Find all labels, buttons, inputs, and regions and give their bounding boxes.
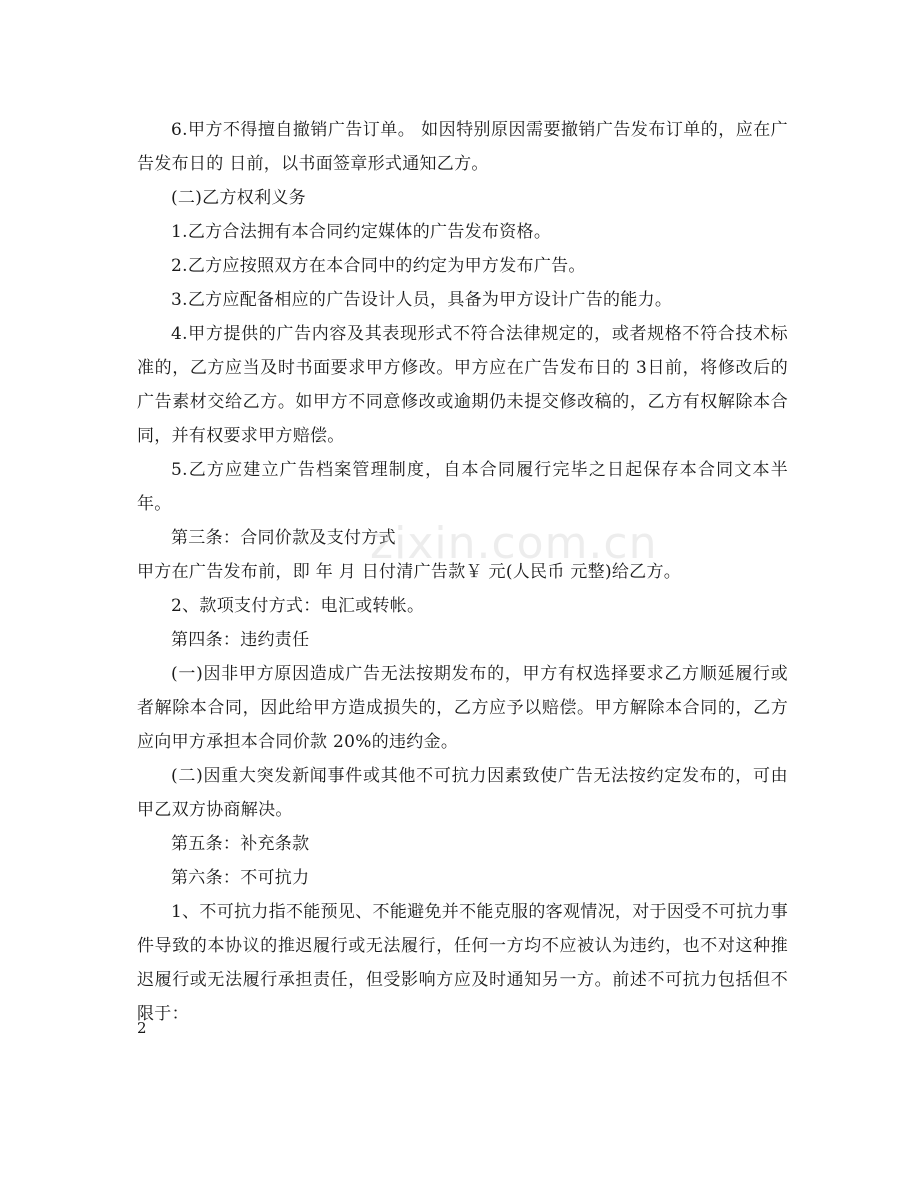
article-4-heading: 第四条：违约责任 (171, 630, 310, 650)
paragraph-6: 4.甲方提供的广告内容及其表现形式不符合法律规定的，或者规格不符合技术标准的，乙方应当及时书面要求甲方修改。甲方应在广告发布日的 3日前，将修改后的广告素材交给乙方。如甲方不同意修改或逾期仍未提交修改稿的，乙方有权解除本合同，并有权要求甲方赔偿。 (137, 324, 788, 446)
paragraph-7: 5.乙方应建立广告档案管理制度，自本合同履行完毕之日起保存本合同文本半年。 (137, 460, 788, 514)
paragraph-4: 2.乙方应按照双方在本合同中的约定为甲方发布广告。 (171, 256, 586, 276)
paragraph-1: 6.甲方不得擅自撤销广告订单。 如因特别原因需要撤销广告发布订单的，应在广告发布日的 日前，以书面签章形式通知乙方。 (137, 120, 788, 174)
paragraph-breach-2: (二)因重大突发新闻事件或其他不可抗力因素致使广告无法按约定发布的，可由甲乙双方协商解决。 (137, 766, 788, 820)
paragraph-payment-terms: 甲方在广告发布前，即 年 月 日付清广告款￥ 元(人民币 元整)给乙方。 (137, 562, 682, 582)
paragraph-payment-method: 2、款项支付方式：电汇或转帐。 (171, 596, 425, 616)
page-number: 2 (137, 1019, 147, 1037)
paragraph-breach-1: (一)因非甲方原因造成广告无法按期发布的，甲方有权选择要求乙方顺延履行或者解除本合同，因此给甲方造成损失的，乙方应予以赔偿。甲方解除本合同的，乙方应向甲方承担本合同价款 20%的违约金。 (137, 664, 788, 752)
article-3-heading: 第三条：合同价款及支付方式 (171, 528, 396, 548)
paragraph-5: 3.乙方应配备相应的广告设计人员，具备为甲方设计广告的能力。 (171, 290, 673, 310)
paragraph-force-majeure: 1、不可抗力指不能预见、不能避免并不能克服的客观情况，对于因受不可抗力事件导致的本协议的推迟履行或无法履行，任何一方均不应被认为违约，也不对这种推迟履行或无法履行承担责任，但受影响方应及时通知另一方。前述不可抗力包括但不限于： (137, 902, 788, 1024)
article-5-heading: 第五条：补充条款 (171, 834, 310, 854)
document-body (137, 113, 788, 1031)
section-heading-party-b-rights: (二)乙方权利义务 (171, 188, 306, 208)
watermark-text: zixin.com.cn (370, 518, 658, 569)
article-6-heading: 第六条：不可抗力 (171, 868, 310, 888)
paragraph-3: 1.乙方合法拥有本合同约定媒体的广告发布资格。 (171, 222, 552, 242)
